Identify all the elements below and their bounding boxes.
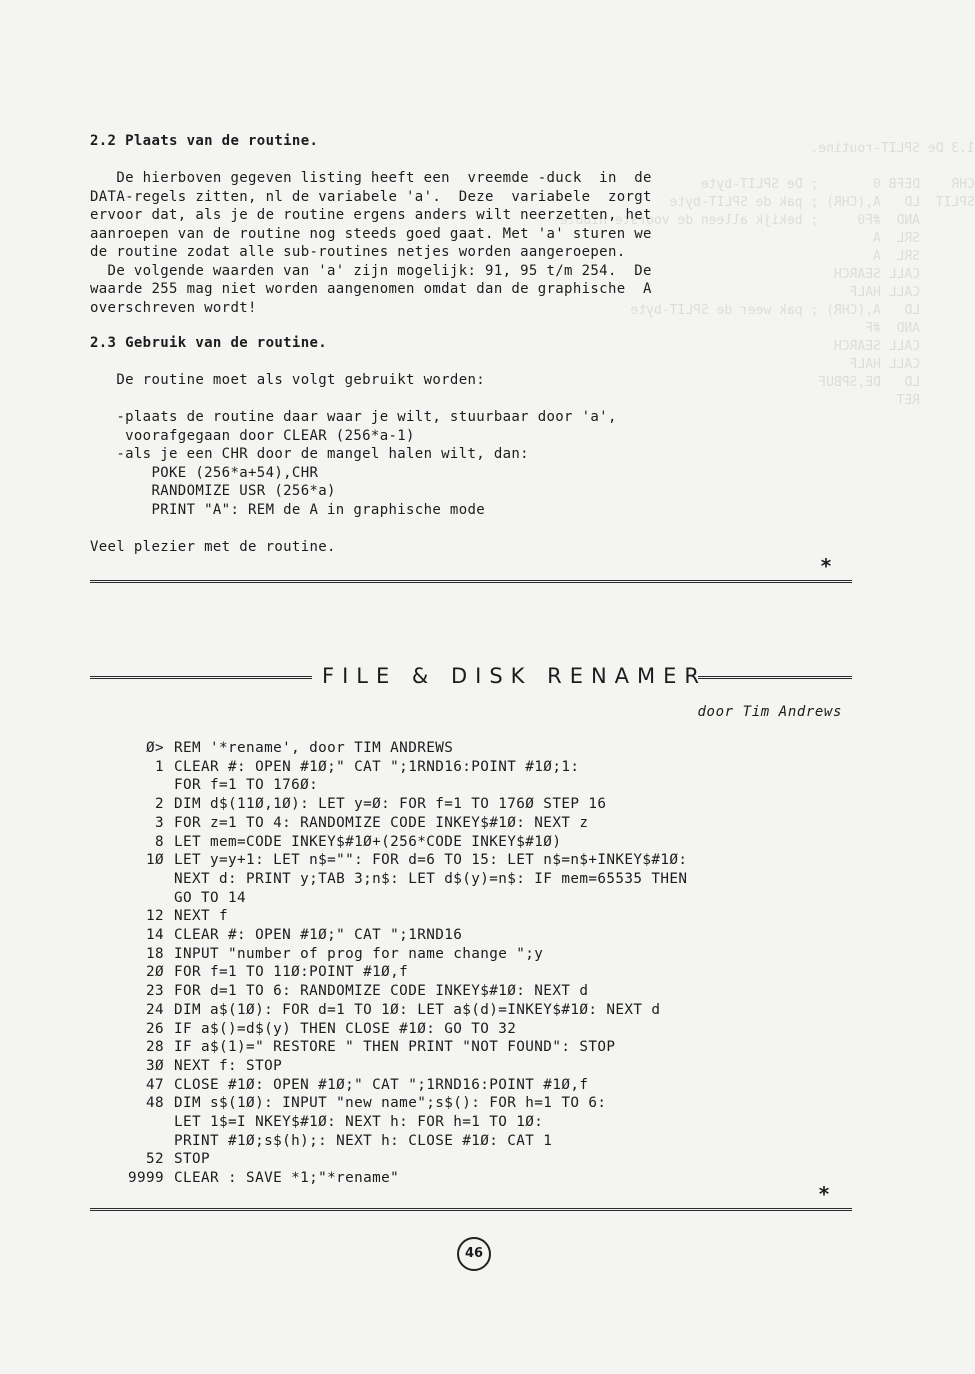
code-line bbox=[108, 1076, 687, 1095]
text-line: De routine moet als volgt gebruikt worden: bbox=[90, 372, 486, 388]
code-text: DIM a$(1Ø): FOR d=1 TO 1Ø: LET a$(d)=INKEY$#1Ø: NEXT d bbox=[174, 1001, 661, 1018]
line-number: 18 bbox=[145, 945, 164, 962]
line-number: 12 bbox=[145, 908, 164, 925]
asterisk-mark: * bbox=[820, 554, 833, 578]
page-number: 46 bbox=[457, 1237, 491, 1271]
article-banner bbox=[90, 664, 852, 688]
line-number: 23 bbox=[145, 983, 164, 1000]
text-line: -als je een CHR door de mangel halen wilt, dan: bbox=[90, 446, 529, 462]
text-line: overschreven wordt! bbox=[90, 299, 257, 316]
code-line bbox=[108, 963, 687, 982]
code-text: DIM s$(1Ø): INPUT "new name";s$(): FOR h=1 TO 6: bbox=[174, 1095, 607, 1112]
code-text: IF a$(1)=" RESTORE " THEN PRINT "NOT FOUND": STOP bbox=[174, 1039, 616, 1056]
text-line: waarde 255 mag niet worden aangenomen omdat dan de graphische A bbox=[90, 281, 652, 297]
code-text: STOP bbox=[174, 1151, 211, 1168]
code-text: PRINT #1Ø;s$(h);: NEXT h: CLOSE #1Ø: CAT 1 bbox=[174, 1132, 553, 1149]
text-line: voorafgegaan door CLEAR (256*a-1) bbox=[90, 427, 415, 444]
code-text: LET mem=CODE INKEY$#1Ø+(256*CODE INKEY$#1Ø) bbox=[174, 833, 562, 850]
code-text: IF a$()=d$(y) THEN CLOSE #1Ø: GO TO 32 bbox=[174, 1020, 517, 1037]
line-number bbox=[108, 889, 174, 908]
section-2-3-body bbox=[90, 371, 617, 556]
code-line bbox=[108, 1094, 687, 1113]
basic-code-listing bbox=[108, 739, 687, 1188]
line-number: 48 bbox=[145, 1095, 164, 1112]
code-line bbox=[108, 1132, 687, 1151]
code-text: CLEAR #: OPEN #1Ø;" CAT ";1RND16 bbox=[174, 927, 463, 944]
code-line bbox=[108, 739, 687, 758]
code-line bbox=[108, 776, 687, 795]
code-text: NEXT d: PRINT y;TAB 3;n$: LET d$(y)=n$: IF mem=65535 THEN bbox=[174, 870, 688, 887]
text-line: De volgende waarden van 'a' zijn mogelijk: 91, 95 t/m 254. De bbox=[90, 262, 652, 279]
section-2-2-heading: 2.2 Plaats van de routine. bbox=[90, 133, 319, 149]
bottom-divider bbox=[90, 1208, 852, 1211]
banner-rule-right bbox=[698, 676, 852, 679]
text-line: De hierboven gegeven listing heeft een vreemde -duck in de bbox=[90, 170, 652, 186]
line-number: 14 bbox=[145, 927, 164, 944]
section-2-3-heading: 2.3 Gebruik van de routine. bbox=[90, 335, 328, 351]
text-line: POKE (256*a+54),CHR bbox=[90, 464, 319, 481]
line-number: 3Ø bbox=[145, 1057, 164, 1074]
code-line bbox=[108, 758, 687, 777]
line-number: 24 bbox=[145, 1001, 164, 1018]
code-text: FOR z=1 TO 4: RANDOMIZE CODE INKEY$#1Ø: NEXT z bbox=[174, 814, 589, 831]
code-line bbox=[108, 1057, 687, 1076]
text-line: aanroepen van de routine nog steeds goed gaat. Met 'a' sturen we bbox=[90, 225, 652, 242]
code-text: LET y=y+1: LET n$="": FOR d=6 TO 15: LET n$=n$+INKEY$#1Ø: bbox=[174, 852, 688, 869]
line-number bbox=[108, 870, 174, 889]
code-text: CLEAR : SAVE *1;"*rename" bbox=[174, 1170, 400, 1187]
code-text: REM '*rename', door TIM ANDREWS bbox=[174, 740, 454, 756]
text-line bbox=[90, 519, 617, 538]
line-number: 1 bbox=[154, 758, 164, 775]
code-line bbox=[108, 795, 687, 814]
text-line: de routine zodat alle sub-routines netjes worden aangeroepen. bbox=[90, 244, 626, 260]
code-line bbox=[108, 1169, 687, 1188]
article-title: FILE & DISK RENAMER bbox=[322, 664, 708, 688]
code-line bbox=[108, 1150, 687, 1169]
code-line bbox=[108, 1113, 687, 1132]
code-line bbox=[108, 814, 687, 833]
line-number: 2Ø bbox=[145, 964, 164, 981]
line-number: 47 bbox=[145, 1076, 164, 1093]
line-number: Ø> bbox=[145, 740, 164, 756]
text-line bbox=[90, 390, 617, 409]
code-text: DIM d$(11Ø,1Ø): LET y=Ø: FOR f=1 TO 176Ø STEP 16 bbox=[174, 796, 607, 813]
line-number: 26 bbox=[145, 1020, 164, 1037]
code-line bbox=[108, 870, 687, 889]
banner-rule-left bbox=[90, 676, 312, 679]
article-author: door Tim Andrews bbox=[697, 704, 842, 720]
asterisk-mark-bottom: * bbox=[818, 1182, 831, 1206]
code-text: INPUT "number of prog for name change ";y bbox=[174, 945, 544, 962]
code-text: CLEAR #: OPEN #1Ø;" CAT ";1RND16:POINT #1Ø;1: bbox=[174, 758, 580, 775]
code-text: GO TO 14 bbox=[174, 889, 247, 906]
code-text: FOR f=1 TO 11Ø:POINT #1Ø,f bbox=[174, 964, 409, 981]
line-number: 9999 bbox=[127, 1170, 164, 1187]
code-line bbox=[108, 1001, 687, 1020]
code-text: NEXT f bbox=[174, 908, 229, 925]
line-number: 8 bbox=[154, 833, 164, 850]
code-line bbox=[108, 907, 687, 926]
show-through-text: 1.3 De SPLIT-routine. CHR DEFB 0 ; De SPLIT-byte SPLIT LD A,(CHR) ; pak de SPLIT-byte AND #F0 ; bekijk alleen de voorste nibble SRL A SRL A CALL SEARCH CALL HALF LD A,(CHR) ; pak weer de SPLIT-byte AND #F CALL SEARCH CALL HALF LD DE,SPBUF RET bbox=[560, 141, 975, 408]
code-text: CLOSE #1Ø: OPEN #1Ø;" CAT ";1RND16:POINT #1Ø,f bbox=[174, 1076, 589, 1093]
code-line bbox=[108, 982, 687, 1001]
line-number: 52 bbox=[145, 1151, 164, 1168]
line-number bbox=[108, 1132, 174, 1151]
text-line: -plaats de routine daar waar je wilt, stuurbaar door 'a', bbox=[90, 409, 617, 425]
line-number: 3 bbox=[154, 814, 164, 831]
code-line bbox=[108, 851, 687, 870]
line-number bbox=[108, 1113, 174, 1132]
code-text: LET 1$=I NKEY$#1Ø: NEXT h: FOR h=1 TO 1Ø: bbox=[174, 1114, 544, 1131]
text-line: ervoor dat, als je de routine ergens anders wilt neerzetten, het bbox=[90, 207, 652, 223]
code-text: FOR d=1 TO 6: RANDOMIZE CODE INKEY$#1Ø: NEXT d bbox=[174, 983, 589, 1000]
text-line: Veel plezier met de routine. bbox=[90, 538, 336, 555]
code-text: FOR f=1 TO 176Ø: bbox=[174, 777, 319, 794]
line-number: 1Ø bbox=[145, 852, 164, 869]
line-number: 28 bbox=[145, 1039, 164, 1056]
code-text: NEXT f: STOP bbox=[174, 1057, 283, 1074]
code-line bbox=[108, 945, 687, 964]
text-line: PRINT "A": REM de A in graphische mode bbox=[90, 501, 486, 518]
section-2-2-body bbox=[90, 169, 652, 317]
text-line: RANDOMIZE USR (256*a) bbox=[90, 483, 336, 499]
section-divider bbox=[90, 580, 852, 583]
code-line bbox=[108, 1038, 687, 1057]
code-line bbox=[108, 926, 687, 945]
code-line bbox=[108, 1020, 687, 1039]
code-line bbox=[108, 889, 687, 908]
line-number bbox=[108, 776, 174, 795]
code-line bbox=[108, 833, 687, 852]
text-line: DATA-regels zitten, nl de variabele 'a'. Deze variabele zorgt bbox=[90, 188, 652, 205]
line-number: 2 bbox=[154, 796, 164, 813]
